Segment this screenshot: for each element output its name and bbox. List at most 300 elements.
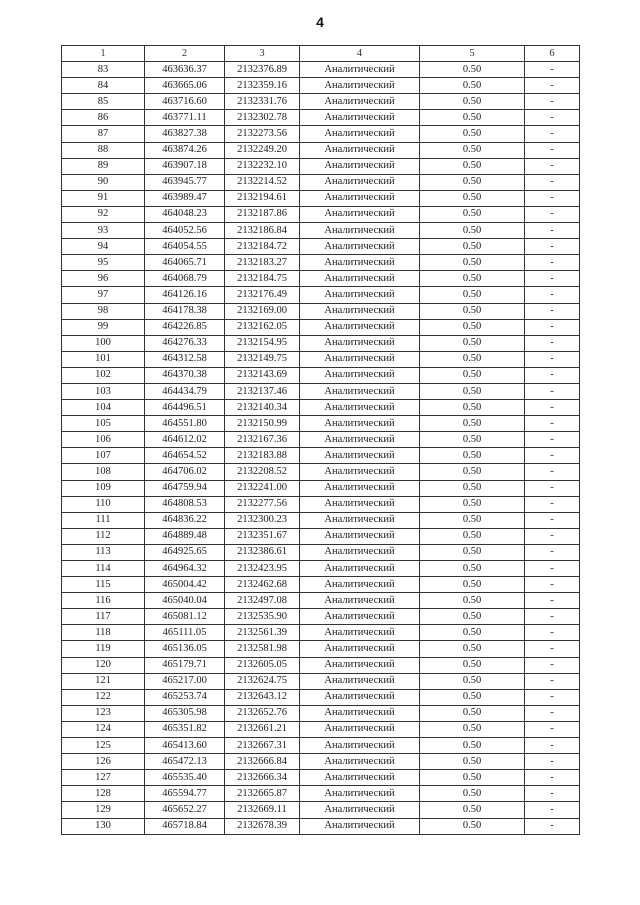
note-cell: -: [525, 190, 580, 206]
accuracy-cell: 0.50: [420, 367, 525, 383]
table-row: [62, 287, 580, 303]
note-cell: -: [525, 287, 580, 303]
method-cell: Аналитический: [300, 206, 420, 222]
method-cell: Аналитический: [300, 400, 420, 416]
accuracy-cell: 0.50: [420, 657, 525, 673]
x-coordinate-cell: 463907.18: [145, 158, 225, 174]
method-cell: Аналитический: [300, 738, 420, 754]
table-row: [62, 657, 580, 673]
y-coordinate-cell: 2132669.11: [225, 802, 300, 818]
note-cell: -: [525, 158, 580, 174]
table-row: [62, 593, 580, 609]
table-row: [62, 62, 580, 78]
table-row: [62, 770, 580, 786]
method-cell: Аналитический: [300, 432, 420, 448]
point-number-cell: 120: [62, 657, 145, 673]
point-number-cell: 92: [62, 206, 145, 222]
accuracy-cell: 0.50: [420, 786, 525, 802]
x-coordinate-cell: 464836.22: [145, 512, 225, 528]
y-coordinate-cell: 2132643.12: [225, 689, 300, 705]
table-row: [62, 271, 580, 287]
note-cell: -: [525, 480, 580, 496]
table-row: [62, 383, 580, 399]
note-cell: -: [525, 577, 580, 593]
method-cell: Аналитический: [300, 190, 420, 206]
point-number-cell: 111: [62, 512, 145, 528]
accuracy-cell: 0.50: [420, 673, 525, 689]
table-row: [62, 416, 580, 432]
method-cell: Аналитический: [300, 496, 420, 512]
x-coordinate-cell: 464226.85: [145, 319, 225, 335]
x-coordinate-cell: 465535.40: [145, 770, 225, 786]
method-cell: Аналитический: [300, 239, 420, 255]
point-number-cell: 115: [62, 577, 145, 593]
note-cell: -: [525, 609, 580, 625]
y-coordinate-cell: 2132678.39: [225, 818, 300, 834]
method-cell: Аналитический: [300, 577, 420, 593]
y-coordinate-cell: 2132143.69: [225, 367, 300, 383]
x-coordinate-cell: 465305.98: [145, 705, 225, 721]
x-coordinate-cell: 464889.48: [145, 528, 225, 544]
table-row: [62, 721, 580, 737]
x-coordinate-cell: 465217.00: [145, 673, 225, 689]
table-row: [62, 78, 580, 94]
method-cell: Аналитический: [300, 351, 420, 367]
point-number-cell: 105: [62, 416, 145, 432]
note-cell: -: [525, 271, 580, 287]
accuracy-cell: 0.50: [420, 110, 525, 126]
table-row: [62, 432, 580, 448]
note-cell: -: [525, 464, 580, 480]
note-cell: -: [525, 126, 580, 142]
y-coordinate-cell: 2132667.31: [225, 738, 300, 754]
table-row: [62, 673, 580, 689]
method-cell: Аналитический: [300, 448, 420, 464]
header-cell-3: 3: [225, 46, 300, 62]
x-coordinate-cell: 464126.16: [145, 287, 225, 303]
method-cell: Аналитический: [300, 512, 420, 528]
accuracy-cell: 0.50: [420, 754, 525, 770]
point-number-cell: 99: [62, 319, 145, 335]
y-coordinate-cell: 2132665.87: [225, 786, 300, 802]
method-cell: Аналитический: [300, 287, 420, 303]
y-coordinate-cell: 2132581.98: [225, 641, 300, 657]
note-cell: -: [525, 657, 580, 673]
point-number-cell: 112: [62, 528, 145, 544]
x-coordinate-cell: 464551.80: [145, 416, 225, 432]
x-coordinate-cell: 464054.55: [145, 239, 225, 255]
accuracy-cell: 0.50: [420, 625, 525, 641]
method-cell: Аналитический: [300, 770, 420, 786]
accuracy-cell: 0.50: [420, 383, 525, 399]
note-cell: -: [525, 319, 580, 335]
x-coordinate-cell: 465004.42: [145, 577, 225, 593]
x-coordinate-cell: 464068.79: [145, 271, 225, 287]
table-body: [62, 62, 580, 835]
table-row: [62, 255, 580, 271]
accuracy-cell: 0.50: [420, 705, 525, 721]
accuracy-cell: 0.50: [420, 287, 525, 303]
table-row: [62, 754, 580, 770]
y-coordinate-cell: 2132302.78: [225, 110, 300, 126]
accuracy-cell: 0.50: [420, 770, 525, 786]
method-cell: Аналитический: [300, 673, 420, 689]
method-cell: Аналитический: [300, 142, 420, 158]
y-coordinate-cell: 2132214.52: [225, 174, 300, 190]
x-coordinate-cell: 464178.38: [145, 303, 225, 319]
method-cell: Аналитический: [300, 528, 420, 544]
y-coordinate-cell: 2132186.84: [225, 223, 300, 239]
y-coordinate-cell: 2132300.23: [225, 512, 300, 528]
y-coordinate-cell: 2132277.56: [225, 496, 300, 512]
x-coordinate-cell: 464312.58: [145, 351, 225, 367]
table-row: [62, 190, 580, 206]
table-row: [62, 577, 580, 593]
table-row: [62, 625, 580, 641]
y-coordinate-cell: 2132162.05: [225, 319, 300, 335]
note-cell: -: [525, 239, 580, 255]
accuracy-cell: 0.50: [420, 223, 525, 239]
note-cell: -: [525, 544, 580, 560]
accuracy-cell: 0.50: [420, 464, 525, 480]
x-coordinate-cell: 464370.38: [145, 367, 225, 383]
x-coordinate-cell: 465472.13: [145, 754, 225, 770]
method-cell: Аналитический: [300, 657, 420, 673]
method-cell: Аналитический: [300, 818, 420, 834]
point-number-cell: 116: [62, 593, 145, 609]
x-coordinate-cell: 464706.02: [145, 464, 225, 480]
y-coordinate-cell: 2132331.76: [225, 94, 300, 110]
note-cell: -: [525, 367, 580, 383]
method-cell: Аналитический: [300, 689, 420, 705]
table-row: [62, 94, 580, 110]
y-coordinate-cell: 2132462.68: [225, 577, 300, 593]
x-coordinate-cell: 463665.06: [145, 78, 225, 94]
x-coordinate-cell: 465136.05: [145, 641, 225, 657]
accuracy-cell: 0.50: [420, 432, 525, 448]
x-coordinate-cell: 463716.60: [145, 94, 225, 110]
point-number-cell: 101: [62, 351, 145, 367]
y-coordinate-cell: 2132184.72: [225, 239, 300, 255]
note-cell: -: [525, 432, 580, 448]
point-number-cell: 114: [62, 561, 145, 577]
accuracy-cell: 0.50: [420, 190, 525, 206]
note-cell: -: [525, 770, 580, 786]
x-coordinate-cell: 465040.04: [145, 593, 225, 609]
y-coordinate-cell: 2132605.05: [225, 657, 300, 673]
header-cell-1: 1: [62, 46, 145, 62]
method-cell: Аналитический: [300, 110, 420, 126]
x-coordinate-cell: 463989.47: [145, 190, 225, 206]
x-coordinate-cell: 464065.71: [145, 255, 225, 271]
y-coordinate-cell: 2132561.39: [225, 625, 300, 641]
note-cell: -: [525, 206, 580, 222]
point-number-cell: 88: [62, 142, 145, 158]
x-coordinate-cell: 465179.71: [145, 657, 225, 673]
method-cell: Аналитический: [300, 593, 420, 609]
method-cell: Аналитический: [300, 174, 420, 190]
note-cell: -: [525, 383, 580, 399]
y-coordinate-cell: 2132183.27: [225, 255, 300, 271]
table-row: [62, 480, 580, 496]
y-coordinate-cell: 2132150.99: [225, 416, 300, 432]
accuracy-cell: 0.50: [420, 496, 525, 512]
table-header-row: [62, 46, 580, 62]
point-number-cell: 123: [62, 705, 145, 721]
accuracy-cell: 0.50: [420, 142, 525, 158]
method-cell: Аналитический: [300, 721, 420, 737]
x-coordinate-cell: 464925.65: [145, 544, 225, 560]
x-coordinate-cell: 464496.51: [145, 400, 225, 416]
accuracy-cell: 0.50: [420, 255, 525, 271]
point-number-cell: 103: [62, 383, 145, 399]
method-cell: Аналитический: [300, 319, 420, 335]
y-coordinate-cell: 2132359.16: [225, 78, 300, 94]
table-row: [62, 110, 580, 126]
header-cell-4: 4: [300, 46, 420, 62]
method-cell: Аналитический: [300, 255, 420, 271]
table-row: [62, 239, 580, 255]
point-number-cell: 125: [62, 738, 145, 754]
table-row: [62, 319, 580, 335]
table-row: [62, 223, 580, 239]
table-row: [62, 512, 580, 528]
header-cell-2: 2: [145, 46, 225, 62]
x-coordinate-cell: 464808.53: [145, 496, 225, 512]
y-coordinate-cell: 2132624.75: [225, 673, 300, 689]
x-coordinate-cell: 465111.05: [145, 625, 225, 641]
table-row: [62, 206, 580, 222]
y-coordinate-cell: 2132351.67: [225, 528, 300, 544]
method-cell: Аналитический: [300, 544, 420, 560]
note-cell: -: [525, 416, 580, 432]
method-cell: Аналитический: [300, 383, 420, 399]
note-cell: -: [525, 351, 580, 367]
y-coordinate-cell: 2132187.86: [225, 206, 300, 222]
y-coordinate-cell: 2132169.00: [225, 303, 300, 319]
x-coordinate-cell: 464052.56: [145, 223, 225, 239]
x-coordinate-cell: 464434.79: [145, 383, 225, 399]
table-row: [62, 335, 580, 351]
note-cell: -: [525, 673, 580, 689]
point-number-cell: 127: [62, 770, 145, 786]
accuracy-cell: 0.50: [420, 528, 525, 544]
accuracy-cell: 0.50: [420, 351, 525, 367]
point-number-cell: 102: [62, 367, 145, 383]
note-cell: -: [525, 528, 580, 544]
point-number-cell: 122: [62, 689, 145, 705]
table-row: [62, 802, 580, 818]
point-number-cell: 89: [62, 158, 145, 174]
method-cell: Аналитический: [300, 625, 420, 641]
method-cell: Аналитический: [300, 94, 420, 110]
y-coordinate-cell: 2132273.56: [225, 126, 300, 142]
table-row: [62, 448, 580, 464]
x-coordinate-cell: 465253.74: [145, 689, 225, 705]
note-cell: -: [525, 818, 580, 834]
point-number-cell: 130: [62, 818, 145, 834]
method-cell: Аналитический: [300, 641, 420, 657]
point-number-cell: 91: [62, 190, 145, 206]
note-cell: -: [525, 496, 580, 512]
table-row: [62, 689, 580, 705]
accuracy-cell: 0.50: [420, 577, 525, 593]
table-row: [62, 641, 580, 657]
point-number-cell: 110: [62, 496, 145, 512]
method-cell: Аналитический: [300, 158, 420, 174]
x-coordinate-cell: 463874.26: [145, 142, 225, 158]
point-number-cell: 98: [62, 303, 145, 319]
y-coordinate-cell: 2132194.61: [225, 190, 300, 206]
method-cell: Аналитический: [300, 62, 420, 78]
accuracy-cell: 0.50: [420, 448, 525, 464]
point-number-cell: 117: [62, 609, 145, 625]
point-number-cell: 94: [62, 239, 145, 255]
y-coordinate-cell: 2132154.95: [225, 335, 300, 351]
point-number-cell: 100: [62, 335, 145, 351]
point-number-cell: 84: [62, 78, 145, 94]
y-coordinate-cell: 2132167.36: [225, 432, 300, 448]
accuracy-cell: 0.50: [420, 689, 525, 705]
method-cell: Аналитический: [300, 754, 420, 770]
y-coordinate-cell: 2132666.84: [225, 754, 300, 770]
x-coordinate-cell: 464654.52: [145, 448, 225, 464]
accuracy-cell: 0.50: [420, 239, 525, 255]
note-cell: -: [525, 142, 580, 158]
note-cell: -: [525, 335, 580, 351]
table-row: [62, 561, 580, 577]
note-cell: -: [525, 223, 580, 239]
point-number-cell: 96: [62, 271, 145, 287]
table-row: [62, 303, 580, 319]
header-cell-5: 5: [420, 46, 525, 62]
table-row: [62, 544, 580, 560]
point-number-cell: 104: [62, 400, 145, 416]
accuracy-cell: 0.50: [420, 303, 525, 319]
y-coordinate-cell: 2132184.75: [225, 271, 300, 287]
y-coordinate-cell: 2132497.08: [225, 593, 300, 609]
accuracy-cell: 0.50: [420, 593, 525, 609]
method-cell: Аналитический: [300, 223, 420, 239]
accuracy-cell: 0.50: [420, 738, 525, 754]
note-cell: -: [525, 721, 580, 737]
table-row: [62, 367, 580, 383]
y-coordinate-cell: 2132232.10: [225, 158, 300, 174]
accuracy-cell: 0.50: [420, 802, 525, 818]
method-cell: Аналитический: [300, 480, 420, 496]
accuracy-cell: 0.50: [420, 78, 525, 94]
point-number-cell: 126: [62, 754, 145, 770]
y-coordinate-cell: 2132241.00: [225, 480, 300, 496]
method-cell: Аналитический: [300, 335, 420, 351]
x-coordinate-cell: 463827.38: [145, 126, 225, 142]
y-coordinate-cell: 2132137.46: [225, 383, 300, 399]
x-coordinate-cell: 463945.77: [145, 174, 225, 190]
table-row: [62, 142, 580, 158]
x-coordinate-cell: 465718.84: [145, 818, 225, 834]
note-cell: -: [525, 62, 580, 78]
accuracy-cell: 0.50: [420, 174, 525, 190]
point-number-cell: 118: [62, 625, 145, 641]
note-cell: -: [525, 754, 580, 770]
method-cell: Аналитический: [300, 271, 420, 287]
header-cell-6: 6: [525, 46, 580, 62]
y-coordinate-cell: 2132666.34: [225, 770, 300, 786]
x-coordinate-cell: 463636.37: [145, 62, 225, 78]
point-number-cell: 106: [62, 432, 145, 448]
y-coordinate-cell: 2132652.76: [225, 705, 300, 721]
y-coordinate-cell: 2132140.34: [225, 400, 300, 416]
table-row: [62, 609, 580, 625]
method-cell: Аналитический: [300, 786, 420, 802]
note-cell: -: [525, 94, 580, 110]
point-number-cell: 128: [62, 786, 145, 802]
table-row: [62, 126, 580, 142]
note-cell: -: [525, 786, 580, 802]
accuracy-cell: 0.50: [420, 416, 525, 432]
table-row: [62, 705, 580, 721]
y-coordinate-cell: 2132176.49: [225, 287, 300, 303]
method-cell: Аналитический: [300, 705, 420, 721]
accuracy-cell: 0.50: [420, 641, 525, 657]
accuracy-cell: 0.50: [420, 561, 525, 577]
table-row: [62, 738, 580, 754]
note-cell: -: [525, 512, 580, 528]
table-row: [62, 400, 580, 416]
note-cell: -: [525, 625, 580, 641]
point-number-cell: 119: [62, 641, 145, 657]
accuracy-cell: 0.50: [420, 544, 525, 560]
table-row: [62, 818, 580, 834]
y-coordinate-cell: 2132423.95: [225, 561, 300, 577]
accuracy-cell: 0.50: [420, 721, 525, 737]
accuracy-cell: 0.50: [420, 271, 525, 287]
note-cell: -: [525, 738, 580, 754]
page-number: 4: [316, 14, 324, 30]
coordinates-table: [61, 45, 580, 835]
accuracy-cell: 0.50: [420, 335, 525, 351]
y-coordinate-cell: 2132376.89: [225, 62, 300, 78]
point-number-cell: 121: [62, 673, 145, 689]
note-cell: -: [525, 400, 580, 416]
y-coordinate-cell: 2132183.88: [225, 448, 300, 464]
accuracy-cell: 0.50: [420, 158, 525, 174]
table-row: [62, 786, 580, 802]
table-row: [62, 464, 580, 480]
note-cell: -: [525, 303, 580, 319]
x-coordinate-cell: 465081.12: [145, 609, 225, 625]
method-cell: Аналитический: [300, 367, 420, 383]
accuracy-cell: 0.50: [420, 319, 525, 335]
note-cell: -: [525, 641, 580, 657]
method-cell: Аналитический: [300, 303, 420, 319]
x-coordinate-cell: 465652.27: [145, 802, 225, 818]
y-coordinate-cell: 2132249.20: [225, 142, 300, 158]
method-cell: Аналитический: [300, 126, 420, 142]
method-cell: Аналитический: [300, 464, 420, 480]
x-coordinate-cell: 464759.94: [145, 480, 225, 496]
method-cell: Аналитический: [300, 416, 420, 432]
accuracy-cell: 0.50: [420, 512, 525, 528]
note-cell: -: [525, 802, 580, 818]
accuracy-cell: 0.50: [420, 62, 525, 78]
point-number-cell: 97: [62, 287, 145, 303]
note-cell: -: [525, 705, 580, 721]
point-number-cell: 108: [62, 464, 145, 480]
point-number-cell: 129: [62, 802, 145, 818]
point-number-cell: 113: [62, 544, 145, 560]
x-coordinate-cell: 465351.82: [145, 721, 225, 737]
